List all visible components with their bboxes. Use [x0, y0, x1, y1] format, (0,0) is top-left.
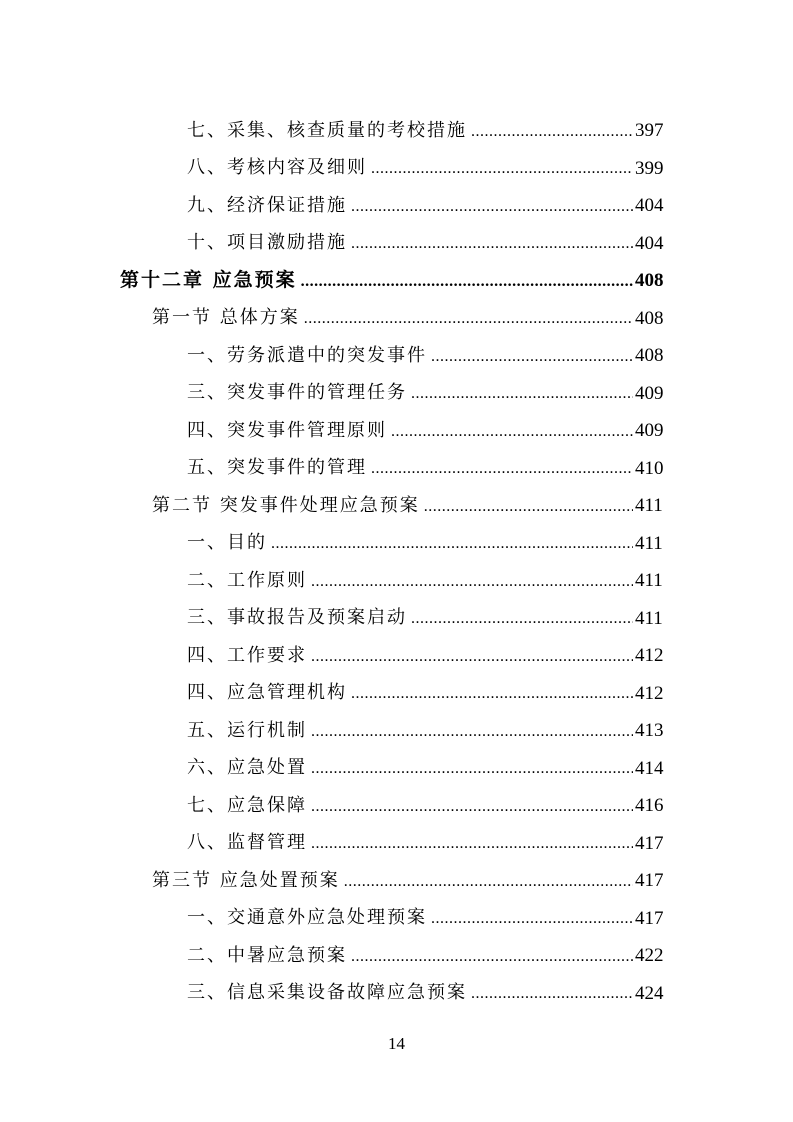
dot-leader: [311, 647, 633, 665]
dot-leader: [304, 309, 633, 327]
toc-entry-label: 三、事故报告及预案启动: [187, 607, 407, 629]
toc-entry[interactable]: [0, 375, 793, 413]
toc-entry[interactable]: [0, 112, 793, 150]
toc-entry-page: 399: [635, 157, 664, 179]
toc-entry-page: 412: [635, 645, 664, 667]
toc-entry-label: 八、监督管理: [187, 832, 307, 854]
dot-leader: [344, 872, 633, 890]
toc-entry[interactable]: [0, 412, 793, 450]
dot-leader: [371, 159, 633, 177]
toc-entry-label: 第十二章 应急预案: [120, 269, 297, 292]
toc-entry-label: 四、应急管理机构: [187, 682, 347, 704]
dot-leader: [411, 384, 633, 402]
dot-leader: [271, 534, 633, 552]
toc-entry-label: 二、工作原则: [187, 569, 307, 591]
toc-entry-page: 412: [635, 682, 664, 704]
dot-leader: [431, 347, 633, 365]
toc-entry-label: 七、应急保障: [187, 794, 307, 816]
toc-entry-page: 408: [635, 270, 664, 292]
dot-leader: [371, 459, 633, 477]
toc-entry[interactable]: [0, 900, 793, 938]
toc-section-entry[interactable]: [0, 862, 793, 900]
toc-entry-label: 四、突发事件管理原则: [187, 419, 387, 441]
toc-entry-page: 414: [635, 757, 664, 779]
dot-leader: [351, 684, 633, 702]
toc-entry-label: 一、交通意外应急处理预案: [187, 907, 427, 929]
toc-entry[interactable]: [0, 150, 793, 188]
toc-entry-page: 404: [635, 195, 664, 217]
toc-entry-label: 三、信息采集设备故障应急预案: [187, 982, 467, 1004]
toc-entry-label: 第二节 突发事件处理应急预案: [152, 494, 420, 516]
toc-entry-page: 411: [635, 570, 663, 592]
toc-entry[interactable]: [0, 675, 793, 713]
table-of-contents: [0, 112, 793, 1012]
toc-entry[interactable]: [0, 562, 793, 600]
toc-entry-label: 四、工作要求: [187, 644, 307, 666]
page-number: 14: [388, 1034, 405, 1053]
toc-entry-label: 六、应急处置: [187, 757, 307, 779]
toc-entry[interactable]: [0, 787, 793, 825]
dot-leader: [301, 272, 633, 290]
toc-entry[interactable]: [0, 937, 793, 975]
dot-leader: [351, 234, 633, 252]
dot-leader: [311, 572, 633, 590]
toc-entry[interactable]: [0, 225, 793, 263]
toc-entry-page: 424: [635, 982, 664, 1004]
toc-entry-label: 七、采集、核查质量的考校措施: [187, 119, 467, 141]
toc-entry-page: 417: [635, 832, 664, 854]
toc-entry-page: 404: [635, 232, 664, 254]
toc-entry-page: 408: [635, 307, 664, 329]
toc-entry[interactable]: [0, 712, 793, 750]
dot-leader: [351, 197, 633, 215]
dot-leader: [471, 122, 633, 140]
toc-entry-page: 411: [635, 607, 663, 629]
toc-entry-page: 416: [635, 795, 664, 817]
toc-entry[interactable]: [0, 450, 793, 488]
dot-leader: [431, 909, 633, 927]
toc-entry-label: 五、突发事件的管理: [187, 457, 367, 479]
toc-entry[interactable]: [0, 525, 793, 563]
toc-entry-page: 408: [635, 345, 664, 367]
dot-leader: [311, 759, 633, 777]
toc-entry-label: 八、考核内容及细则: [187, 157, 367, 179]
toc-entry[interactable]: [0, 187, 793, 225]
toc-entry-page: 409: [635, 382, 664, 404]
toc-entry[interactable]: [0, 750, 793, 788]
toc-entry-page: 422: [635, 945, 664, 967]
toc-entry-label: 九、经济保证措施: [187, 194, 347, 216]
toc-entry-label: 五、运行机制: [187, 719, 307, 741]
toc-entry-page: 411: [635, 495, 663, 517]
toc-entry-page: 397: [635, 120, 664, 142]
toc-entry[interactable]: [0, 825, 793, 863]
toc-entry-label: 二、中暑应急预案: [187, 944, 347, 966]
dot-leader: [311, 834, 633, 852]
toc-entry[interactable]: [0, 337, 793, 375]
toc-entry[interactable]: [0, 600, 793, 638]
toc-entry-label: 三、突发事件的管理任务: [187, 382, 407, 404]
dot-leader: [411, 609, 633, 627]
toc-entry[interactable]: [0, 975, 793, 1013]
toc-entry-page: 417: [635, 907, 664, 929]
toc-entry-label: 第一节 总体方案: [152, 307, 300, 329]
toc-section-entry[interactable]: [0, 300, 793, 338]
toc-entry[interactable]: [0, 637, 793, 675]
dot-leader: [311, 722, 633, 740]
toc-entry-page: 411: [635, 532, 663, 554]
dot-leader: [424, 497, 633, 515]
toc-entry-label: 一、劳务派遣中的突发事件: [187, 344, 427, 366]
dot-leader: [351, 947, 633, 965]
toc-entry-label: 十、项目激励措施: [187, 232, 347, 254]
toc-chapter-entry[interactable]: [0, 262, 793, 300]
toc-section-entry[interactable]: [0, 487, 793, 525]
toc-entry-page: 410: [635, 457, 664, 479]
toc-entry-page: 413: [635, 720, 664, 742]
toc-entry-page: 417: [635, 870, 664, 892]
toc-entry-label: 一、目的: [187, 532, 267, 554]
toc-entry-label: 第三节 应急处置预案: [152, 869, 340, 891]
toc-entry-page: 409: [635, 420, 664, 442]
dot-leader: [471, 984, 633, 1002]
dot-leader: [391, 422, 633, 440]
dot-leader: [311, 797, 633, 815]
